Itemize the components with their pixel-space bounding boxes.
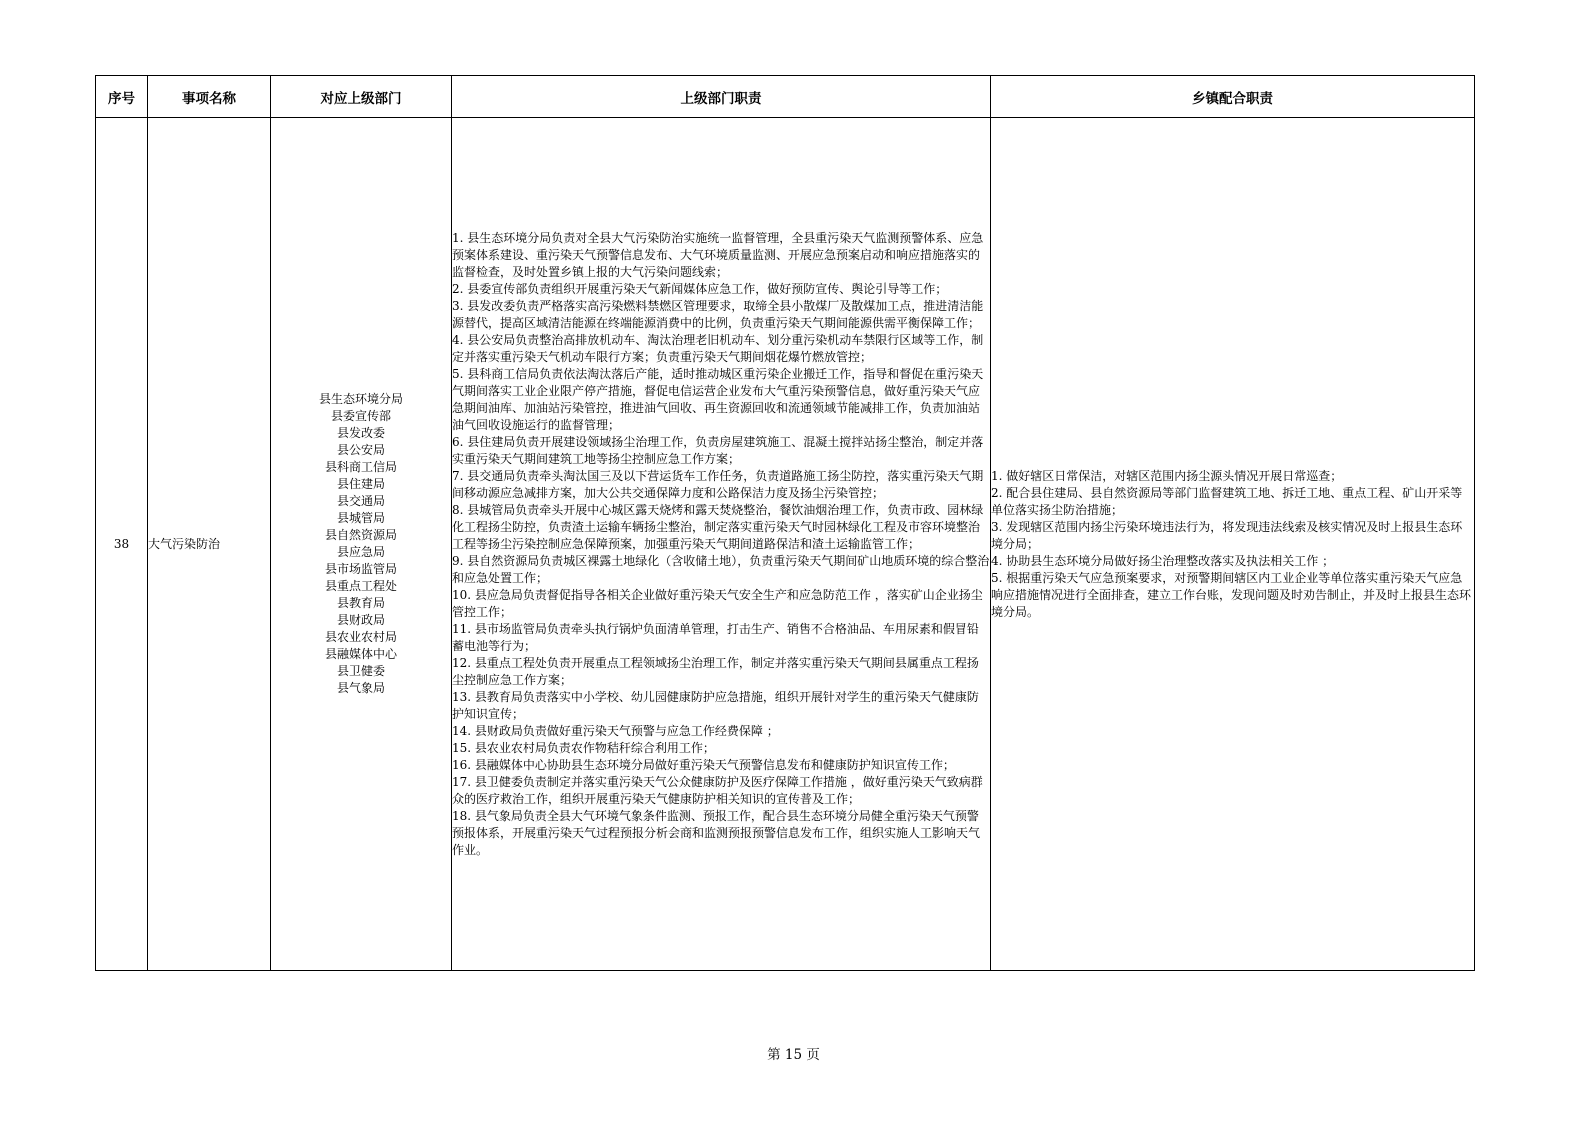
cell-departments xyxy=(271,118,452,971)
upper-duty-item: 18. 县气象局负责全县大气环境气象条件监测、预报工作，配合县生态环境分局健全重污染天气预警预报体系，开展重污染天气过程预报分析会商和监测预报预警信息发布工作，组织实施人工影响天气作业。 xyxy=(452,808,981,857)
department-item: 县教育局 xyxy=(336,596,385,610)
page-number: 第 15 页 xyxy=(767,1047,820,1063)
town-duty-item: 4. 协助县生态环境分局做好扬尘治理整改落实及执法相关工作 ； xyxy=(991,553,1335,568)
table-header-row xyxy=(96,76,1475,118)
department-item: 县卫健委 xyxy=(336,664,385,678)
department-item: 县生态环境分局 xyxy=(318,392,403,406)
department-item: 县委宣传部 xyxy=(330,409,391,423)
department-item: 县自然资源局 xyxy=(324,528,397,542)
department-item: 县科商工信局 xyxy=(324,460,397,474)
header-town-duties: 乡镇配合职责 xyxy=(991,76,1475,118)
department-item: 县重点工程处 xyxy=(324,579,397,593)
header-item-name: 事项名称 xyxy=(148,76,271,118)
upper-duty-item: 6. 县住建局负责开展建设领域扬尘治理工作，负责房屋建筑施工、混凝土搅拌站扬尘整治，制定并落实重污染天气期间建筑工地等扬尘控制应急工作方案； xyxy=(452,434,984,466)
department-item: 县住建局 xyxy=(336,477,385,491)
header-upper-duties: 上级部门职责 xyxy=(452,76,991,118)
upper-duty-item: 4. 县公安局负责整治高排放机动车、淘汰治理老旧机动车、划分重污染机动车禁限行区域等工作，制定并落实重污染天气机动车限行方案；负责重污染天气期间烟花爆竹燃放管控； xyxy=(452,332,984,364)
upper-duty-item: 7. 县交通局负责牵头淘汰国三及以下营运货车工作任务，负责道路施工扬尘防控，落实重污染天气期间移动源应急减排方案，加大公共交通保障力度和公路保洁力度及扬尘污染管控； xyxy=(452,468,984,500)
department-item: 县应急局 xyxy=(336,545,385,559)
department-item: 县融媒体中心 xyxy=(324,647,397,661)
upper-duty-item: 17. 县卫健委负责制定并落实重污染天气公众健康防护及医疗保障工作措施 ，做好重污染天气致病群众的医疗救治工作，组织开展重污染天气健康防护相关知识的宣传普及工作； xyxy=(452,774,983,806)
upper-duty-item: 11. 县市场监管局负责牵头执行锅炉负面清单管理，打击生产、销售不合格油品、车用尿素和假冒铅蓄电池等行为； xyxy=(452,621,979,653)
upper-duty-item: 9. 县自然资源局负责城区裸露土地绿化（含收储土地），负责重污染天气期间矿山地质环境的综合整治和应急处置工作； xyxy=(452,553,990,585)
upper-duty-item: 8. 县城管局负责牵头开展中心城区露天烧烤和露天焚烧整治，餐饮油烟治理工作，负责市政、园林绿化工程扬尘防控，负责渣土运输车辆扬尘整治，制定落实重污染天气时园林绿化工程及市容环境整治工程等扬尘污染控制应急保障预案，加强重污染天气期间道路保洁和渣土运输监管工作； xyxy=(452,502,984,551)
department-item: 县公安局 xyxy=(336,443,385,457)
table-row xyxy=(96,118,1475,971)
department-item: 县城管局 xyxy=(336,511,385,525)
town-duty-item: 2. 配合县住建局、县自然资源局等部门监督建筑工地、拆迁工地、重点工程、矿山开采等单位落实扬尘防治措施； xyxy=(991,485,1463,517)
upper-duty-item: 2. 县委宣传部负责组织开展重污染天气新闻媒体应急工作，做好预防宣传、舆论引导等工作； xyxy=(452,281,948,296)
responsibility-table xyxy=(95,75,1475,971)
upper-duty-item: 13. 县教育局负责落实中小学校、幼儿园健康防护应急措施，组织开展针对学生的重污染天气健康防护知识宣传； xyxy=(452,689,979,721)
upper-duty-item: 3. 县发改委负责严格落实高污染燃料禁燃区管理要求，取缔全县小散煤厂及散煤加工点，推进清洁能源替代，提高区域清洁能源在终端能源消费中的比例，负责重污染天气期间能源供需平衡保障工作； xyxy=(452,298,984,330)
upper-duty-item: 14. 县财政局负责做好重污染天气预警与应急工作经费保障 ； xyxy=(452,723,779,738)
department-item: 县交通局 xyxy=(336,494,385,508)
cell-item-name: 大气污染防治 xyxy=(148,118,271,971)
upper-duty-item: 16. 县融媒体中心协助县生态环境分局做好重污染天气预警信息发布和健康防护知识宣传工作； xyxy=(452,757,955,772)
department-item: 县市场监管局 xyxy=(324,562,397,576)
header-upper-department: 对应上级部门 xyxy=(271,76,452,118)
town-duty-item: 3. 发现辖区范围内扬尘污染环境违法行为，将发现违法线索及核实情况及时上报县生态环境分局； xyxy=(991,519,1463,551)
cell-serial-number: 38 xyxy=(96,118,148,971)
department-item: 县气象局 xyxy=(336,681,385,695)
upper-duty-item: 15. 县农业农村局负责农作物秸秆综合利用工作； xyxy=(452,740,715,755)
header-serial-number: 序号 xyxy=(96,76,148,118)
cell-upper-duties xyxy=(452,118,991,971)
town-duty-item: 5. 根据重污染天气应急预案要求，对预警期间辖区内工业企业等单位落实重污染天气应急响应措施情况进行全面排查，建立工作台账，发现问题及时劝告制止，并及时上报县生态环境分局。 xyxy=(991,570,1472,619)
department-item: 县财政局 xyxy=(336,613,385,627)
department-item: 县发改委 xyxy=(336,426,385,440)
department-item: 县农业农村局 xyxy=(324,630,397,644)
upper-duty-item: 5. 县科商工信局负责依法淘汰落后产能，适时推动城区重污染企业搬迁工作，指导和督促在重污染天气期间落实工业企业限产停产措施，督促电信运营企业发布大气重污染预警信息，做好重污染天气应急期间油库、加油站污染管控，推进油气回收、再生资源回收和流通领域节能减排工作，负责加油站油气回收设施运行的监督管理； xyxy=(452,366,984,432)
upper-duty-item: 12. 县重点工程处负责开展重点工程领域扬尘治理工作，制定并落实重污染天气期间县属重点工程扬尘控制应急工作方案； xyxy=(452,655,979,687)
town-duty-item: 1. 做好辖区日常保洁，对辖区范围内扬尘源头情况开展日常巡查； xyxy=(991,468,1343,483)
upper-duty-item: 10. 县应急局负责督促指导各相关企业做好重污染天气安全生产和应急防范工作 ，落实矿山企业扬尘管控工作； xyxy=(452,587,983,619)
upper-duty-item: 1. 县生态环境分局负责对全县大气污染防治实施统一监督管理，全县重污染天气监测预警体系、应急预案体系建设、重污染天气预警信息发布、大气环境质量监测、开展应急预案启动和响应措施落实的监督检查，及时处置乡镇上报的大气污染问题线索； xyxy=(452,230,984,279)
cell-town-duties xyxy=(991,118,1475,971)
